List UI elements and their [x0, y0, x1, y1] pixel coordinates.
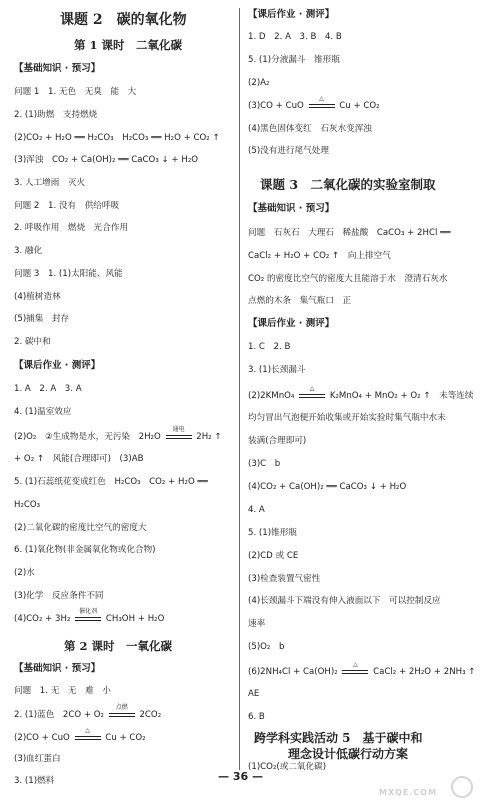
equation-right: 2H₂ ↑ — [196, 432, 222, 442]
equation-right: CH₃OH + H₂O — [105, 614, 165, 624]
answer-line: 6. B — [248, 712, 265, 722]
equation-left: (2)2KMnO₄ — [248, 391, 295, 401]
condition-label: △ — [309, 385, 315, 392]
answer-line: 5. (1)石蕊纸花变成红色 H₂CO₃ CO₂ + H₂O ══ — [14, 477, 208, 487]
reaction-condition — [166, 426, 192, 443]
column-divider — [239, 8, 240, 770]
equation-right: Cu + CO₂ — [105, 733, 146, 743]
equation-line — [248, 661, 476, 678]
reaction-condition — [75, 727, 101, 744]
section-heading: 【基础知识 · 预习】 — [14, 663, 101, 674]
answer-line: 均匀冒出气泡便开始收集或开始实验时集气瓶中水未 — [248, 413, 446, 423]
equation-left: (2)O₂ ②生成物是水，无污染 2H₂O — [14, 432, 161, 442]
equals-sign — [109, 713, 135, 717]
answer-line: 3. 融化 — [14, 246, 43, 256]
equation-left: (6)2NH₄Cl + Ca(OH)₂ — [248, 667, 338, 677]
condition-label: 催化剂 — [79, 608, 98, 615]
answer-line: (4)黑色固体变红 石灰水变浑浊 — [248, 124, 372, 134]
equation-line — [14, 426, 222, 443]
answer-line: 问题 1. 无 无 难 小 — [14, 686, 111, 696]
answer-line: (3)检查装置气密性 — [248, 574, 321, 584]
answer-line: 问题 2 1. 没有 供给呼吸 — [14, 201, 120, 211]
condition-label: 通电 — [172, 426, 185, 433]
equals-sign — [75, 617, 101, 621]
answer-line: H₂CO₃ — [14, 500, 41, 510]
condition-label: △ — [85, 727, 90, 734]
answer-line: + O₂ ↑ 风能(合理即可) (3)AB — [14, 454, 144, 464]
equals-sign — [342, 670, 368, 674]
answer-line: 3. 人工增雨 灭火 — [14, 178, 86, 188]
section-heading: 【课后作业 · 测评】 — [14, 360, 101, 371]
answer-line: 问题 石灰石 大理石 稀盐酸 CaCO₃ + 2HCl ══ — [248, 228, 451, 238]
equation-left: 2. (1)蓝色 2CO + O₂ — [14, 710, 104, 720]
activity-title: 理念设计低碳行动方案 — [288, 747, 409, 761]
equation-right: CaCl₂ + 2H₂O + 2NH₃ ↑ — [373, 667, 476, 677]
answer-line: (2)CO₂ + H₂O ══ H₂CO₃ H₂CO₃ ══ H₂O + CO₂ ↑ — [14, 133, 220, 143]
answer-line: 4. (1)温室效应 — [14, 407, 72, 417]
reaction-condition — [342, 661, 368, 678]
answer-line: (3)C b — [248, 459, 281, 469]
equals-sign — [299, 394, 325, 398]
answer-line: (4)长颈漏斗下端没有伸入液面以下 可以控制反应 — [248, 596, 441, 606]
answer-line: 5. (1)锥形瓶 — [248, 528, 297, 538]
answer-line: 装满(合理即可) — [248, 436, 307, 446]
answer-line: 速率 — [248, 619, 266, 629]
answer-line: 2. 呼吸作用 燃烧 光合作用 — [14, 223, 129, 233]
condition-label: 点燃 — [115, 704, 128, 711]
section-title: 课题 2 碳的氧化物 — [60, 12, 187, 28]
equation-left: (2)CO + CuO — [14, 733, 70, 743]
answer-line: 问题 1 1. 无色 无臭 能 大 — [14, 87, 137, 97]
equation-line — [14, 727, 146, 744]
answer-line: (2)A₂ — [248, 78, 270, 88]
answer-line: (5)没有进行尾气处理 — [248, 146, 329, 156]
equation-right: Cu + CO₂ — [339, 101, 380, 111]
lesson-title: 第 1 课时 二氧化碳 — [74, 38, 183, 52]
watermark-circle-icon — [451, 776, 473, 798]
answer-line: (3)血红蛋白 — [14, 754, 61, 764]
answer-line: 2. 碳中和 — [14, 337, 51, 347]
watermark-text: MXQE.COM — [379, 788, 438, 797]
answer-line: (3)化学 反应条件不同 — [14, 591, 104, 601]
equals-sign — [75, 736, 101, 740]
section-title: 课题 3 二氧化碳的实验室制取 — [260, 177, 436, 192]
answer-line: (2)水 — [14, 568, 35, 578]
answer-line: (1)CO₂(或二氧化碳) — [248, 762, 327, 772]
reaction-condition — [75, 608, 101, 625]
activity-title: 跨学科实践活动 5 基于碳中和 — [254, 731, 423, 745]
answer-line: (5)O₂ b — [248, 642, 285, 652]
equation-line — [14, 704, 162, 721]
equation-left: (3)CO + CuO — [248, 101, 304, 111]
answer-line: 点燃的木条 集气瓶口 正 — [248, 296, 352, 306]
answer-line: (3)浑浊 CO₂ + Ca(OH)₂ ══ CaCO₃ ↓ + H₂O — [14, 155, 199, 165]
condition-label: △ — [353, 661, 358, 668]
reaction-condition — [299, 385, 325, 402]
answer-line: (5)捕集 封存 — [14, 314, 70, 324]
equation-right: 2CO₂ — [139, 710, 162, 720]
answer-line: (2)二氧化碳的密度比空气的密度大 — [14, 523, 147, 533]
answer-line: (2)CD 或 CE — [248, 551, 299, 561]
answer-line: 6. (1)氧化物(非金属氧化物或化合物) — [14, 545, 156, 555]
answer-line: (4)植树造林 — [14, 292, 61, 302]
equation-line — [248, 95, 380, 112]
answer-line: 5. (1)分液漏斗 锥形瓶 — [248, 55, 340, 65]
answer-line: (4)CO₂ + Ca(OH)₂ ══ CaCO₃ ↓ + H₂O — [248, 482, 407, 492]
answer-line: 2. (1)助燃 支持燃烧 — [14, 110, 98, 120]
answer-line: CO₂ 的密度比空气的密度大且能溶于水 澄清石灰水 — [248, 274, 448, 284]
page-number: — 36 — — [218, 770, 263, 783]
reaction-condition — [309, 95, 335, 112]
watermark-logo — [379, 776, 475, 798]
condition-label: △ — [319, 95, 324, 102]
equals-sign — [166, 435, 192, 439]
answer-line: CaCl₂ + H₂O + CO₂ ↑ 向上排空气 — [248, 251, 391, 261]
answer-line: 1. C 2. B — [248, 342, 291, 352]
lesson-title: 第 2 课时 一氧化碳 — [64, 639, 173, 653]
answer-line: 3. (1)长颈漏斗 — [248, 365, 306, 375]
equation-right: K₂MnO₄ + MnO₂ + O₂ ↑ 未等连续 — [329, 391, 474, 401]
answer-line: 3. (1)燃料 — [14, 776, 55, 786]
equation-line — [248, 385, 474, 402]
equation-left: (4)CO₂ + 3H₂ — [14, 614, 71, 624]
equals-sign — [309, 104, 335, 108]
section-heading: 【基础知识 · 预习】 — [14, 63, 101, 74]
answer-line: 问题 3 1. (1)太阳能、风能 — [14, 269, 123, 279]
answer-line: 1. A 2. A 3. A — [14, 384, 82, 394]
section-heading: 【课后作业 · 测评】 — [248, 318, 335, 329]
section-heading: 【基础知识 · 预习】 — [248, 203, 335, 214]
equation-line — [14, 608, 165, 625]
answer-line: 1. D 2. A 3. B 4. B — [248, 32, 342, 42]
answer-line: AE — [248, 689, 260, 699]
answer-line: 4. A — [248, 505, 265, 515]
reaction-condition — [109, 704, 135, 721]
section-heading: 【课后作业 · 测评】 — [248, 9, 335, 20]
